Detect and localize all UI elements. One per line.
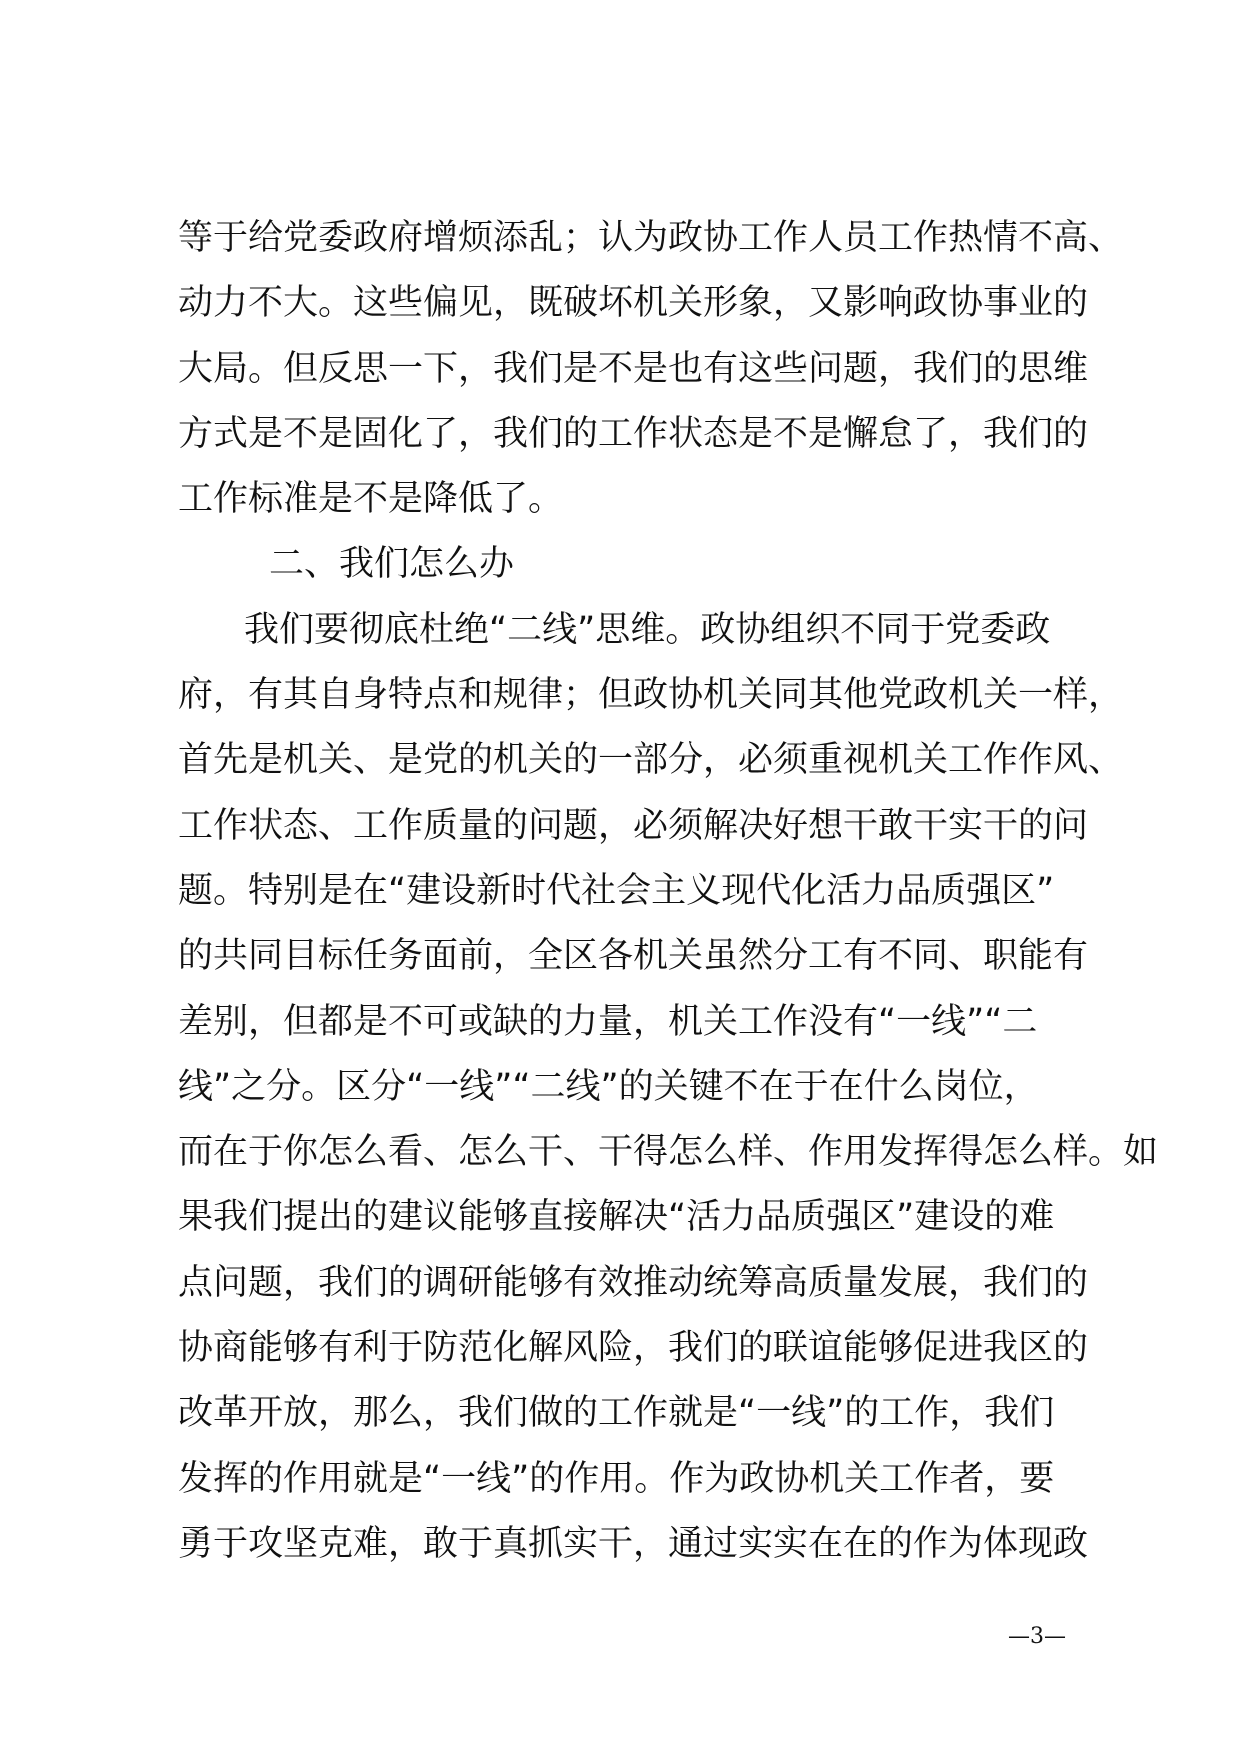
paragraph-line: 府，有其自身特点和规律；但政协机关同其他党政机关一样， [178, 675, 1124, 716]
paragraph-line: 勇于攻坚克难，敢于真抓实干，通过实实在在的作为体现政 [178, 1523, 1089, 1564]
paragraph-line: 协商能够有利于防范化解风险，我们的联谊能够促进我区的 [178, 1328, 1089, 1369]
paragraph-line: 工作标准是不是降低了。 [178, 479, 564, 520]
paragraph-line: 线”之分。区分“一线”“二线”的关键不在于在什么岗位， [178, 1066, 1039, 1107]
paragraph-line: 发挥的作用就是“一线”的作用。作为政协机关工作者，要 [178, 1458, 1055, 1499]
paragraph-line: 的共同目标任务面前，全区各机关虽然分工有不同、职能有 [178, 936, 1089, 977]
body-text [178, 206, 1159, 1577]
paragraph-line: 动力不大。这些偏见，既破坏机关形象，又影响政协事业的 [178, 283, 1089, 324]
paragraph-line: 果我们提出的建议能够直接解决“活力品质强区”建设的难 [178, 1197, 1055, 1238]
paragraph-line: 题。特别是在“建设新时代社会主义现代化活力品质强区” [178, 870, 1055, 911]
paragraph-line: 改革开放，那么，我们做的工作就是“一线”的工作，我们 [178, 1393, 1055, 1434]
paragraph-line: 我们要彻底杜绝“二线”思维。政协组织不同于党委政 [244, 609, 1051, 650]
paragraph-line: 首先是机关、是党的机关的一部分，必须重视机关工作作风、 [178, 740, 1124, 781]
paragraph-line: 差别，但都是不可或缺的力量，机关工作没有“一线”“二 [178, 1001, 1038, 1042]
paragraph-line: 点问题，我们的调研能够有效推动统筹高质量发展，我们的 [178, 1262, 1089, 1303]
paragraph-line: 而在于你怎么看、怎么干、干得怎么样、作用发挥得怎么样。如 [178, 1132, 1159, 1173]
paragraph-line: 工作状态、工作质量的问题，必须解决好想干敢干实干的问 [178, 805, 1089, 846]
paragraph-line: 大局。但反思一下，我们是不是也有这些问题，我们的思维 [178, 348, 1089, 389]
page-number: —3— [1008, 1624, 1066, 1649]
paragraph-line: 等于给党委政府增烦添乱；认为政协工作人员工作热情不高、 [178, 218, 1124, 258]
section-heading: 二、我们怎么办 [269, 544, 515, 585]
paragraph-line: 方式是不是固化了，我们的工作状态是不是懈怠了，我们的 [178, 413, 1089, 454]
